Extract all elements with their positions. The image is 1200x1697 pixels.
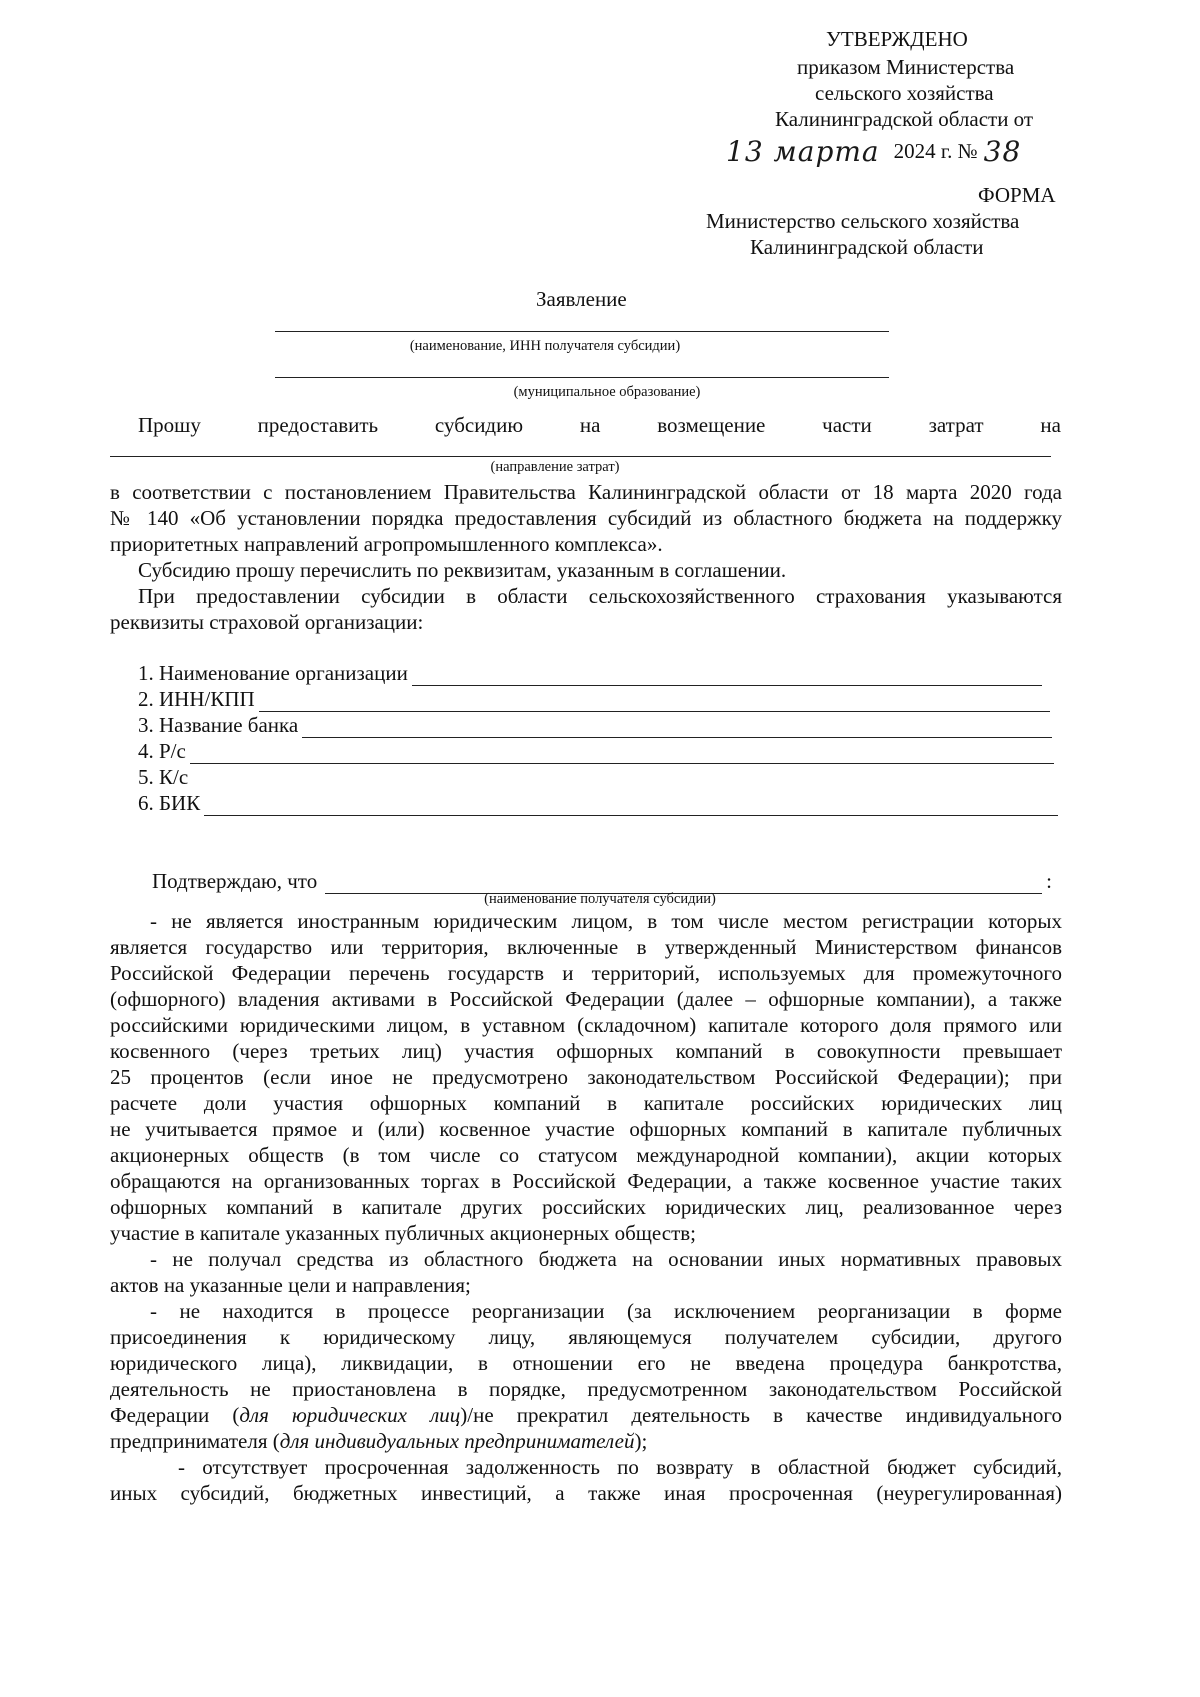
bullet-3-line-3: юридического лица), ликвидации, в отношении его не введена процедура банкротства, — [110, 1351, 1062, 1375]
caption-municipality: (муниципальное образование) — [513, 384, 701, 400]
bullet-3-line-1: - не находится в процессе реорганизации (за исключением реорганизации в форме — [150, 1299, 1062, 1323]
bullet-1 — [110, 908, 1062, 1246]
bullet-3-line-6 — [110, 1428, 1062, 1454]
form-label: ФОРМА — [978, 183, 1056, 207]
bullet-2 — [110, 1246, 1062, 1298]
request-word: на — [579, 413, 601, 437]
field-organization-name[interactable] — [138, 660, 1042, 686]
bullet-3 — [110, 1298, 1062, 1454]
bullet-1-line: является государство или территория, включенные в утвержденный Министерством финансов — [110, 935, 1062, 959]
caption-direction: (направление затрат) — [490, 459, 620, 475]
field-label: 1. Наименование организации — [138, 661, 408, 685]
paragraph-1-line-1: в соответствии с постановлением Правительства Калининградской области от 18 марта 2020 года — [110, 480, 1062, 504]
approval-heading: УТВЕРЖДЕНО — [826, 27, 968, 51]
request-word: затрат — [928, 413, 984, 437]
bullet-2-line-2: актов на указанные цели и направления; — [110, 1273, 471, 1297]
municipality-line — [275, 377, 889, 378]
field-bik[interactable] — [138, 790, 1058, 816]
bullet-1-line: (офшорного) владения активами в Российской Федерации (далее – офшорные компании), а также — [110, 987, 1062, 1011]
paragraph-1 — [110, 479, 1062, 557]
bullet-3-line-2: присоединения к юридическому лицу, являющемуся получателем субсидии, другого — [110, 1325, 1062, 1349]
confirm-colon: : — [1046, 869, 1052, 893]
approval-date-line — [726, 128, 1021, 168]
field-label: 3. Название банка — [138, 713, 299, 737]
caption-recipient: (наименование получателя субсидии) — [484, 891, 716, 907]
request-word: предоставить — [257, 413, 379, 437]
approval-line-2: сельского хозяйства — [815, 81, 994, 105]
field-line[interactable] — [412, 666, 1042, 686]
bullet-1-line: обращаются на организованных торгах в Российской Федерации, а также косвенное участие таких — [110, 1169, 1062, 1193]
confirm-label: Подтверждаю, что — [152, 869, 318, 893]
request-word: части — [822, 413, 872, 437]
bullet-4-line-2: иных субсидий, бюджетных инвестиций, а также иная просроченная (неурегулированная) — [110, 1481, 1062, 1505]
field-label: 6. БИК — [138, 791, 201, 815]
paragraph-2: Субсидию прошу перечислить по реквизитам, указанным в соглашении. — [138, 558, 787, 582]
request-line — [138, 412, 1061, 438]
bullet-4-line-1: - отсутствует просроченная задолженность по возврату в областной бюджет субсидий, — [178, 1455, 1062, 1479]
field-label: 4. Р/с — [138, 739, 186, 763]
paragraph-3-line-1: При предоставлении субсидии в области сельскохозяйственного страхования указываются — [138, 584, 1062, 608]
request-word: субсидию — [434, 413, 524, 437]
field-bank-name[interactable] — [138, 712, 1052, 738]
field-line[interactable] — [204, 796, 1058, 816]
field-label: 5. К/с — [138, 765, 189, 789]
italic-segment: для юридических лиц — [239, 1403, 461, 1427]
field-correspondent-account[interactable] — [138, 764, 188, 790]
text-segment: )/не прекратил деятельность в качестве индивидуального — [460, 1403, 1063, 1427]
paragraph-1-line-3: приоритетных направлений агропромышленного комплекса». — [110, 532, 663, 556]
bullet-1-line: - не является иностранным юридическим лицом, в том числе местом регистрации которых — [150, 909, 1062, 933]
text-segment: предпринимателя ( — [110, 1429, 280, 1453]
recipient-line-2: Калининградской области — [750, 235, 984, 259]
field-label: 2. ИНН/КПП — [138, 687, 255, 711]
request-word: на — [1040, 413, 1061, 437]
bullet-3-line-5 — [110, 1402, 1062, 1428]
text-segment: Федерации ( — [110, 1403, 240, 1427]
recipient-line-1: Министерство сельского хозяйства — [706, 209, 1020, 233]
request-word: возмещение — [657, 413, 766, 437]
bullet-1-line: участие в капитале указанных публичных акционерных обществ; — [110, 1221, 697, 1245]
approval-line-1: приказом Министерства — [797, 55, 1015, 79]
bullet-1-line: расчете доли участия офшорных компаний в капитале российских юридических лиц — [110, 1091, 1062, 1115]
field-inn-kpp[interactable] — [138, 686, 1050, 712]
bullet-4 — [110, 1454, 1062, 1506]
request-word: Прошу — [138, 413, 201, 437]
applicant-line — [275, 331, 889, 332]
bullet-1-line: российскими юридическими лицом, в уставном (складочном) капитале которого доля прямого или — [110, 1013, 1062, 1037]
field-line[interactable] — [259, 692, 1050, 712]
paragraph-3-line-2: реквизиты страховой организации: — [110, 610, 424, 634]
bullet-1-line: косвенного (через третьих лиц) участия офшорных компаний в совокупности превышает — [110, 1039, 1062, 1063]
field-line[interactable] — [302, 718, 1052, 738]
field-line[interactable] — [190, 744, 1054, 764]
caption-applicant: (наименование, ИНН получателя субсидии) — [409, 338, 681, 354]
approval-line-3: Калининградской области от — [775, 107, 1034, 131]
document-title: Заявление — [536, 287, 627, 311]
bullet-1-line: не учитывается прямое и (или) косвенное участие офшорных компаний в капитале публичных — [110, 1117, 1062, 1141]
bullet-3-line-4: деятельность не приостановлена в порядке, предусмотренном законодательством Российской — [110, 1377, 1062, 1401]
field-settlement-account[interactable] — [138, 738, 1054, 764]
paragraph-3 — [110, 583, 1062, 635]
bullet-2-line-1: - не получал средства из областного бюджета на основании иных нормативных правовых — [150, 1247, 1062, 1271]
direction-line — [110, 456, 1051, 457]
bullet-1-line: Российской Федерации перечень государств и территорий, используемых для промежуточного — [110, 961, 1062, 985]
italic-segment: для индивидуальных предпринимателей — [279, 1429, 635, 1453]
text-segment: ); — [634, 1429, 648, 1453]
paragraph-1-line-2: № 140 «Об установлении порядка предоставления субсидий из областного бюджета на поддержку — [110, 506, 1062, 530]
bullet-1-line: акционерных обществ (в том числе со статусом международной компании), акции которых — [110, 1143, 1062, 1167]
bullet-1-line: офшорных компаний в капитале других российских юридических лиц, реализованное через — [110, 1195, 1062, 1219]
approval-year: 2024 г. № — [893, 139, 978, 163]
handwritten-date: 13 марта — [726, 135, 880, 168]
bullet-1-line: 25 процентов (если иное не предусмотрено законодательством Российской Федерации); при — [110, 1065, 1062, 1089]
handwritten-number: 38 — [983, 135, 1022, 168]
